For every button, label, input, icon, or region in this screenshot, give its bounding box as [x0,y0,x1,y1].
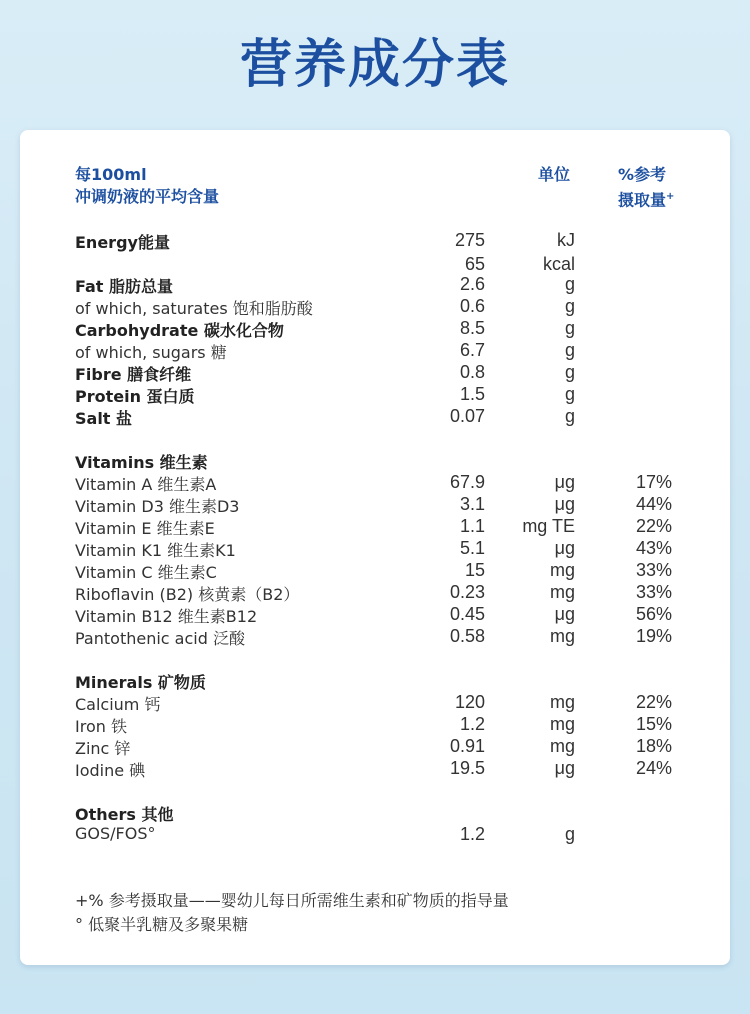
nutrient-name: of which, saturates 饱和脂肪酸 [75,299,313,318]
nutrient-value: 0.23 [449,582,485,602]
nutrient-row [20,318,730,340]
nutrient-name: GOS/FOS° [75,824,156,843]
header-reference-intake [618,164,674,211]
nutrient-value: 1.5 [459,384,485,404]
nutrient-value: 2.6 [459,274,485,294]
nutrient-unit: mg TE [522,516,575,536]
header-name-column [75,164,219,208]
nutrient-row [20,230,730,252]
nutrient-row [20,714,730,736]
footnote-reference-intake: +% 参考摄取量——婴幼儿每日所需维生素和矿物质的指导量 [75,891,509,910]
nutrient-row [20,362,730,384]
nutrient-unit: g [564,824,575,844]
nutrient-reference-percent: 22% [635,516,672,536]
nutrient-name: Calcium 钙 [75,695,161,714]
nutrient-row [20,274,730,296]
nutrient-value: 0.8 [459,362,485,382]
nutrient-reference-percent: 18% [635,736,672,756]
nutrient-name: Protein 蛋白质 [75,387,195,406]
header-ref-mark: + [666,191,675,202]
nutrient-name: Vitamin D3 维生素D3 [75,497,240,516]
nutrient-unit: g [564,406,575,426]
nutrient-reference-percent: 43% [635,538,672,558]
nutrient-unit: μg [554,758,575,778]
nutrient-name: Energy能量 [75,233,170,252]
nutrient-value: 0.45 [449,604,485,624]
nutrient-value: 0.07 [449,406,485,426]
nutrient-reference-percent: 56% [635,604,672,624]
nutrient-name: Iron 铁 [75,717,127,736]
nutrient-unit: kcal [542,254,575,274]
nutrient-value: 19.5 [449,758,485,778]
nutrient-row [20,516,730,538]
nutrient-name: Salt 盐 [75,409,133,428]
nutrient-row [20,384,730,406]
nutrient-row [20,538,730,560]
page-title: 营养成分表 [239,35,510,95]
nutrient-value: 6.7 [459,340,485,360]
header-per-100ml: 每100ml [75,165,147,184]
nutrient-reference-percent: 33% [635,560,672,580]
nutrient-name: Riboflavin (B2) 核黄素（B2） [75,585,300,604]
nutrient-row [20,582,730,604]
nutrient-reference-percent: 44% [635,494,672,514]
nutrient-value: 1.2 [459,824,485,844]
nutrient-value: 1.2 [459,714,485,734]
header-average-content: 冲调奶液的平均含量 [75,187,220,206]
nutrient-name: Vitamins 维生素 [75,453,208,472]
nutrient-reference-percent: 17% [635,472,672,492]
nutrient-unit: g [564,340,575,360]
nutrient-unit: g [564,362,575,382]
nutrient-name: Vitamin A 维生素A [75,475,217,494]
nutrient-unit: g [564,384,575,404]
nutrient-name: Iodine 碘 [75,761,146,780]
nutrient-value: 8.5 [459,318,485,338]
nutrient-row [20,802,730,824]
header-ref-line2: 摄取量 [618,190,667,210]
nutrient-row [20,296,730,318]
nutrient-unit: μg [554,538,575,558]
nutrient-reference-percent: 33% [635,582,672,602]
nutrient-row [20,450,730,472]
nutrient-value: 3.1 [459,494,485,514]
nutrient-row [20,604,730,626]
nutrient-unit: μg [554,494,575,514]
header-ref-line1: %参考 [618,165,667,184]
nutrient-value: 5.1 [459,538,485,558]
nutrient-name: of which, sugars 糖 [75,343,227,362]
nutrient-unit: mg [549,736,575,756]
nutrient-row [20,692,730,714]
nutrient-name: Vitamin C 维生素C [75,563,217,582]
header-unit: 单位 [538,165,571,184]
nutrient-name: Carbohydrate 碳水化合物 [75,321,284,340]
nutrient-unit: mg [549,714,575,734]
footnote-gos-fos: ° 低聚半乳糖及多聚果糖 [75,915,249,934]
nutrient-value: 15 [464,560,485,580]
nutrient-value: 65 [464,254,485,274]
nutrient-name: Zinc 锌 [75,739,131,758]
nutrient-row [20,824,730,846]
nutrient-unit: μg [554,604,575,624]
nutrient-row [20,254,730,276]
nutrient-value: 275 [454,230,485,250]
nutrient-name: Vitamin B12 维生素B12 [75,607,258,626]
nutrient-value: 0.91 [449,736,485,756]
nutrient-reference-percent: 24% [635,758,672,778]
nutrient-reference-percent: 22% [635,692,672,712]
nutrient-name: Fibre 膳食纤维 [75,365,192,384]
nutrient-name: Vitamin E 维生素E [75,519,215,538]
nutrient-unit: g [564,296,575,316]
nutrient-row [20,736,730,758]
nutrient-row [20,340,730,362]
nutrient-unit: mg [549,582,575,602]
nutrition-table-card [20,130,730,965]
nutrient-name: Vitamin K1 维生素K1 [75,541,236,560]
nutrient-value: 1.1 [459,516,485,536]
nutrient-unit: mg [549,692,575,712]
nutrient-row [20,472,730,494]
nutrient-row [20,758,730,780]
nutrient-unit: μg [554,472,575,492]
nutrient-row [20,670,730,692]
nutrient-value: 0.6 [459,296,485,316]
nutrient-row [20,406,730,428]
nutrient-unit: mg [549,560,575,580]
nutrient-reference-percent: 19% [635,626,672,646]
nutrient-row [20,560,730,582]
nutrient-name: Minerals 矿物质 [75,673,206,692]
nutrient-name: Pantothenic acid 泛酸 [75,629,245,648]
nutrient-unit: mg [549,626,575,646]
nutrient-unit: g [564,318,575,338]
nutrient-unit: kJ [557,230,575,250]
nutrient-name: Others 其他 [75,805,174,824]
nutrient-reference-percent: 15% [635,714,672,734]
nutrient-row [20,626,730,648]
nutrient-value: 67.9 [449,472,485,492]
nutrient-name: Fat 脂肪总量 [75,277,174,296]
nutrient-value: 120 [454,692,485,712]
nutrient-row [20,494,730,516]
nutrient-unit: g [564,274,575,294]
nutrient-value: 0.58 [449,626,485,646]
